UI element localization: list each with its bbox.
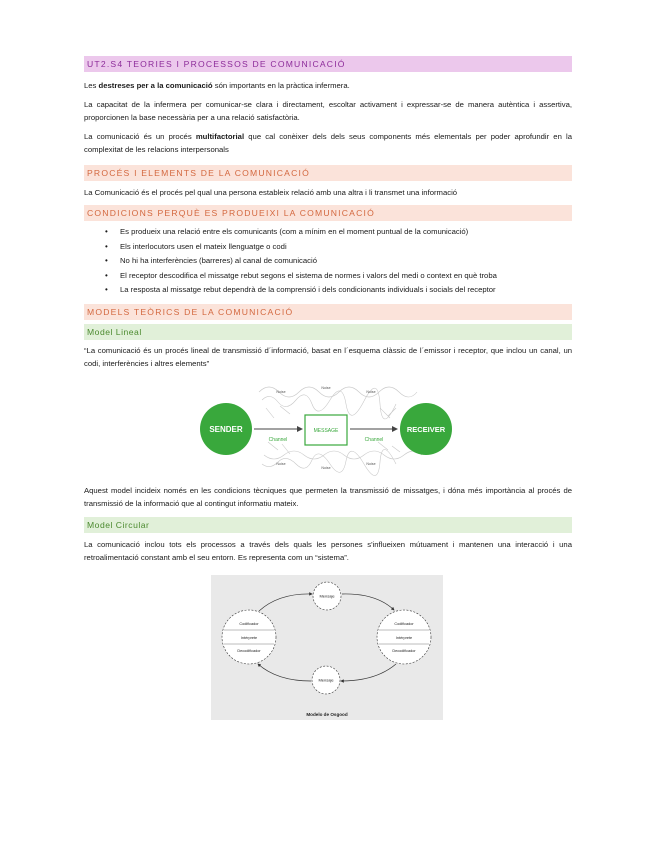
intro-paragraph-2: La capacitat de la infermera per comunicar-se clara i directament, escoltar activament i expressar-se de manera autèntica i assertiva, proporcionen la base necessària per a una relació satisfactòria.: [84, 100, 572, 122]
noise-label: Noise: [366, 461, 376, 466]
intro-paragraph-1: [84, 79, 572, 92]
circular-diagram-caption: Modelo de Osgood: [306, 711, 348, 717]
channel-label: Channel: [268, 436, 288, 443]
circular-model-diagram: [84, 575, 572, 725]
section-heading-models: MODELS TEÒRICS DE LA COMUNICACIÓ: [84, 304, 572, 320]
noise-label: Noise: [276, 461, 286, 466]
intro-text: que cal conèixer dels dels seus components més elementals per poder aprofundir en la complexitat de les relacions interpersonals: [84, 132, 573, 154]
document-content: [84, 56, 572, 725]
list-item: • Es produeix una relació entre els comunicants (com a mínim en el moment puntual de la comunicació): [120, 225, 572, 238]
top-message-label: Mensaje: [319, 593, 335, 598]
subheading-linear-model: Model Lineal: [84, 324, 572, 340]
sender-label: SENDER: [209, 424, 243, 434]
conditions-list: [84, 225, 572, 296]
bottom-message-label: Mensaje: [318, 677, 334, 682]
noise-label: Noise: [366, 389, 376, 394]
process-paragraph: La Comunicació és el procés pel qual una persona estableix relació amb una altra i li transmet una informació: [84, 188, 458, 197]
noise-label: Noise: [276, 389, 286, 394]
message-label: MESSAGE: [313, 427, 339, 434]
subheading-circular-model: Model Circular: [84, 517, 572, 533]
linear-model-quote: “La comunicació és un procés lineal de transmissió d´informació, basat en l´esquema clàssic de l´emissor i receptor, que inclou un canal, un codi, interferències i altres elements”: [84, 345, 572, 368]
right-node-line: Codificador: [394, 621, 414, 626]
left-node-line: Decodificador: [237, 648, 261, 653]
receiver-label: RECEIVER: [406, 424, 446, 434]
linear-model-explanation: Aquest model incideix només en les condicions tècniques que permeten la transmissió de missatges, i dóna més importància al procés de transmissió de la informació que al contingut informatiu mateix.: [84, 485, 572, 508]
list-item: • No hi ha interferències (barreres) al canal de comunicació: [120, 254, 572, 267]
noise-label: Noise: [321, 385, 331, 390]
right-node-line: Intérprete: [395, 635, 413, 640]
noise-label: Noise: [321, 465, 331, 470]
linear-model-diagram: [84, 372, 572, 482]
list-item: • Els interlocutors usen el mateix llenguatge o codi: [120, 240, 572, 253]
intro-text: La comunicació és un procés: [84, 132, 196, 141]
right-node-line: Decodificador: [392, 648, 416, 653]
intro-paragraph-3: [84, 130, 572, 156]
left-node-line: Codificador: [239, 621, 259, 626]
left-node-line: Intérprete: [240, 635, 258, 640]
section-heading-conditions: CONDICIONS PERQUÈ ES PRODUEIXI LA COMUNICACIÓ: [84, 205, 572, 221]
intro-bold: destreses per a la comunicació: [98, 81, 213, 90]
list-item: • El receptor descodifica el missatge rebut segons el sistema de normes i valors del medi o context en què troba: [120, 269, 572, 282]
list-item: • La resposta al missatge rebut dependrà de la comprensió i dels condicionants individuals i socials del receptor: [120, 283, 572, 296]
intro-text: Les: [84, 81, 99, 90]
circular-model-paragraph: La comunicació inclou tots els processos a través dels quals les persones s'influeixen mútuament i mantenen una interacció i una retroalimentació constant amb el seu entorn. Es representa com un “sistema”.: [84, 539, 572, 562]
intro-bold: multifactorial: [195, 132, 245, 141]
channel-label: Channel: [364, 436, 384, 443]
section-heading-process: PROCÉS I ELEMENTS DE LA COMUNICACIÓ: [84, 165, 572, 181]
document-title: UT2.S4 TEORIES I PROCESSOS DE COMUNICACIÓ: [84, 56, 572, 72]
intro-text: són importants en la pràctica infermera.: [212, 81, 350, 90]
